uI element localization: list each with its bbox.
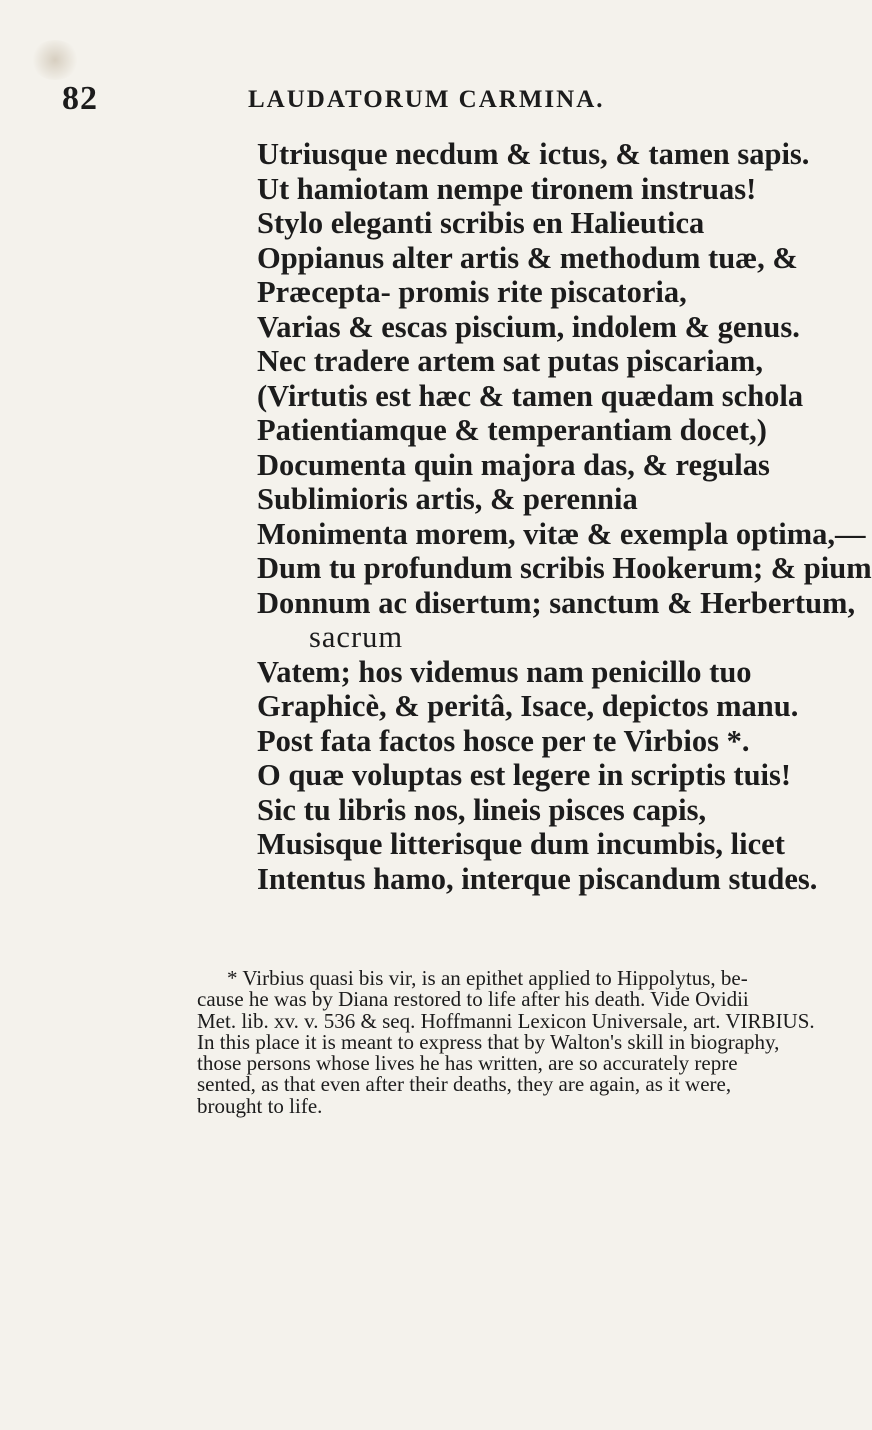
- page-number: 82: [62, 80, 98, 117]
- footnote-line: Met. lib. xv. v. 536 & seq. Hoffmanni Lexicon Universale, art. VIRBIUS.: [197, 1008, 815, 1033]
- poem-line: Graphicè, & peritâ, Isace, depictos manu.: [257, 689, 799, 723]
- footnote-line: * Virbius quasi bis vir, is an epithet applied to Hippolytus, be-: [227, 966, 748, 990]
- poem-line: Dum tu profundum scribis Hookerum; & pium: [257, 551, 872, 585]
- footnote-line: cause he was by Diana restored to life after his death. Vide Ovidii: [197, 987, 749, 1012]
- footnote-line: sented, as that even after their deaths, they are again, as it were,: [197, 1072, 732, 1097]
- poem: [257, 137, 872, 896]
- poem-line: Post fata factos hosce per te Virbios *.: [257, 723, 750, 758]
- poem-line: Sic tu libris nos, lineis pisces capis,: [257, 792, 707, 827]
- poem-line: Monimenta morem, vitæ & exempla optima,—: [257, 516, 866, 551]
- footnote-line: In this place it is meant to express that by Walton's skill in biography,: [197, 1029, 780, 1054]
- poem-line: Donnum ac disertum; sanctum & Herbertum,: [257, 585, 856, 620]
- poem-line: (Virtutis est hæc & tamen quædam schola: [257, 378, 804, 413]
- poem-line: Vatem; hos videmus nam penicillo tuo: [257, 654, 752, 689]
- poem-line: Sublimioris artis, & perennia: [257, 482, 638, 516]
- poem-line: Ut hamiotam nempe tironem instruas!: [257, 171, 757, 206]
- poem-line: Varias & escas piscium, indolem & genus.: [257, 309, 800, 344]
- poem-line: Utriusque necdum & ictus, & tamen sapis.: [257, 137, 810, 171]
- poem-line-turnover: sacrum: [309, 620, 404, 654]
- page-stain: [30, 40, 80, 80]
- running-title: LAUDATORUM CARMINA.: [248, 86, 605, 113]
- poem-line: O quæ voluptas est legere in scriptis tuis!: [257, 758, 792, 792]
- footnote-line: brought to life.: [197, 1093, 323, 1118]
- poem-line: Nec tradere artem sat putas piscariam,: [257, 344, 763, 378]
- footnote: [197, 966, 815, 1118]
- poem-line: Stylo eleganti scribis en Halieutica: [257, 206, 705, 240]
- poem-line: Oppianus alter artis & methodum tuæ, &: [257, 240, 798, 275]
- poem-line: Præcepta- promis rite piscatoria,: [257, 275, 687, 309]
- poem-line: Patientiamque & temperantiam docet,): [257, 413, 767, 447]
- page-header: [0, 80, 800, 120]
- poem-line: Intentus hamo, interque piscandum studes.: [257, 861, 818, 896]
- footnote-line: those persons whose lives he has written, are so accurately repre: [197, 1051, 738, 1076]
- poem-line: Documenta quin majora das, & regulas: [257, 447, 770, 482]
- poem-line: Musisque litterisque dum incumbis, licet: [257, 827, 785, 861]
